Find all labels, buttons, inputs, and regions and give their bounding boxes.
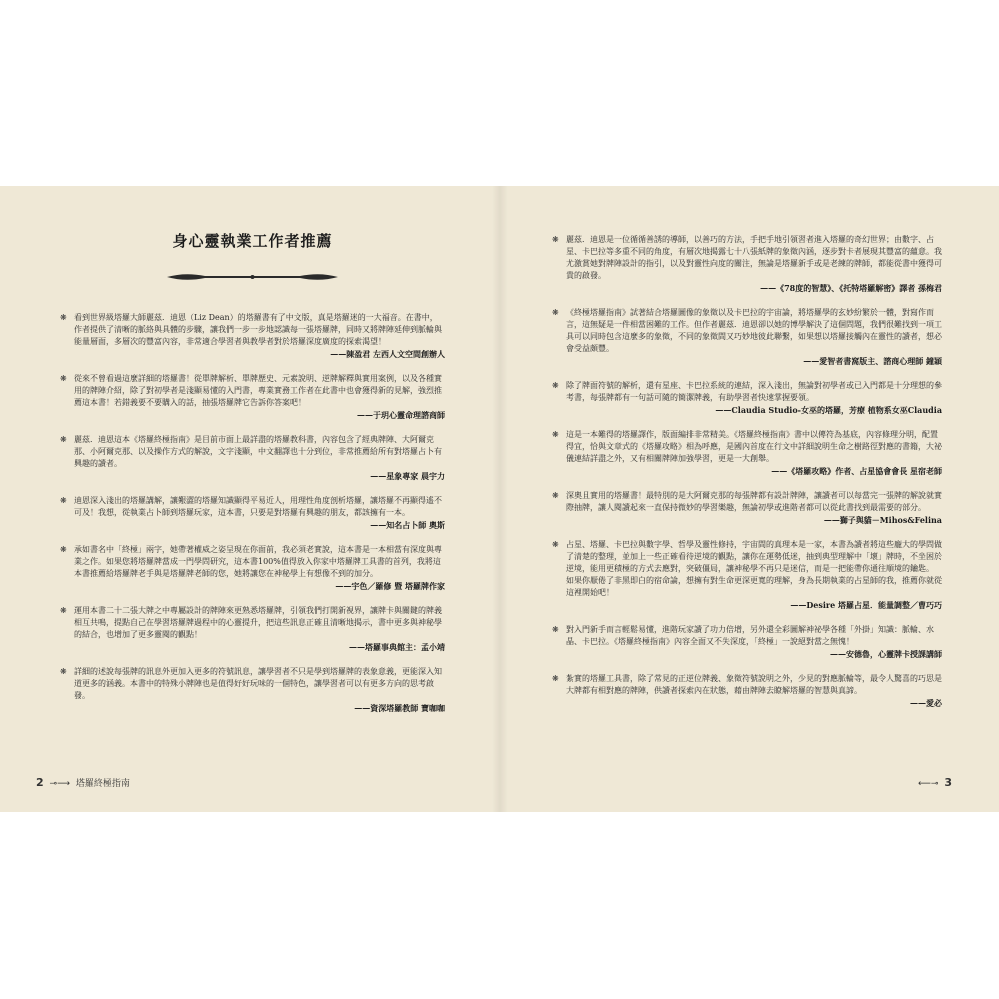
page-heading: 身心靈執業工作者推薦 xyxy=(172,232,333,250)
entry-signature: ——愛必 xyxy=(910,698,942,708)
right-footer xyxy=(915,776,952,789)
entry-text: 麗茲．迪恩是一位循循善誘的導師，以善巧的方法，手把手地引領習者進入塔羅的奇幻世界；由數字、占星、卡巴拉等多重不同的角度，有層次地揭露七十八張紙牌的象徵內涵，逐步對卡者展現其豐富的蘊意。我尤激賞她對牌陣設計的指引，以及對靈性向度的關注，無論是塔羅新手或是老練的牌師，都能從書中獲得可貴的啟發。 xyxy=(566,235,942,280)
page-number: 3 xyxy=(944,776,952,789)
bullet-icon: ❋ xyxy=(60,435,67,444)
entry-signature: ——資深塔羅教師 寶咖咖 xyxy=(354,703,445,713)
bullet-icon: ❋ xyxy=(60,667,67,676)
book-spread xyxy=(0,186,999,812)
entry-signature: ——于玥心靈命理諮商師 xyxy=(357,410,445,420)
recommendation-entry xyxy=(60,605,445,653)
arrow-icon: ⊸⟶ xyxy=(49,779,70,789)
bullet-icon: ❋ xyxy=(552,381,559,390)
bullet-icon: ❋ xyxy=(552,491,559,500)
entry-signature: ——愛智者書窩版主、諮商心理師 鐘穎 xyxy=(803,356,942,366)
recommendation-entry xyxy=(552,673,942,709)
entry-text: 看到世界級塔羅大師麗茲．迪恩（Liz Dean）的塔羅書有了中文版，真是塔羅迷的一大福音。在書中，作者提供了清晰的脈絡與具體的步驟，讓我們一步一步地認識每一張塔羅牌，同時又將牌陣延伸到脈輪與能量層面，多層次的豐富內容，非常適合學習者與教學者對於塔羅深度廣度的探索渴望！ xyxy=(74,313,442,346)
bullet-icon: ❋ xyxy=(60,545,67,554)
entry-text: 從來不曾看過這麼詳細的塔羅書！從單牌解析、單牌歷史、元素說明、逆牌解釋與實用案例，以及各種實用的牌陣介紹，除了對初學者是淺顯易懂的入門書，專業實務工作者在此書中也會獲得新的見解，強烈推薦這本書！若錯義要不要購入的話，抽張塔羅牌它告訴你答案吧！ xyxy=(74,374,442,407)
right-entries xyxy=(552,234,942,722)
entry-text: 對入門新手而言輕鬆易懂，進階玩家讀了功力倍增，另外還全彩圖解神祕學各種「外掛」知識：脈輪、水晶、卡巴拉。《塔羅終極指南》內容全面又不失深度，「終極」一說絕對當之無愧！ xyxy=(566,625,934,646)
entry-signature: ——《塔羅攻略》作者、占星協會會長 星宿老師 xyxy=(771,466,942,476)
recommendation-entry xyxy=(552,307,942,367)
bullet-icon: ❋ xyxy=(552,235,559,244)
bullet-icon: ❋ xyxy=(552,540,559,549)
bullet-icon: ❋ xyxy=(552,430,559,439)
recommendation-entry xyxy=(60,666,445,714)
book-gutter xyxy=(492,186,508,812)
left-entries xyxy=(60,312,445,727)
entry-signature: ——星象專家 晨宇力 xyxy=(370,471,445,481)
bullet-icon: ❋ xyxy=(60,313,67,322)
entry-signature: ——陳盈君 左西人文空間創辦人 xyxy=(330,349,445,359)
entry-signature: ——知名占卜師 奧斯 xyxy=(370,520,445,530)
recommendation-entry xyxy=(60,434,445,482)
entry-signature: ——《78度的智慧》、《托特塔羅解密》譯者 孫梅君 xyxy=(760,283,942,293)
bullet-icon: ❋ xyxy=(60,606,67,615)
bullet-icon: ❋ xyxy=(552,674,559,683)
recommendation-entry xyxy=(552,539,942,611)
running-title: 塔羅終極指南 xyxy=(75,779,130,789)
recommendation-entry xyxy=(60,373,445,421)
entry-signature: ——Claudia Studio-女巫的塔羅，芳療 植物系女巫Claudia xyxy=(715,405,942,415)
recommendation-entry xyxy=(60,495,445,531)
right-page xyxy=(552,186,952,812)
entry-text: 占星、塔羅、卡巴拉與數字學、哲學及靈性修持，宇宙間的真理本是一家，本書為讀者將這些龐大的學問做了清楚的整理，並加上一些正確看待逆境的觀點，讓你在運勢低迷，抽到典型理解中「壞」牌時，不坐困於逆境，能用更積極的方式去應對，突破僵局，讓神秘學不再只是迷信，而是一把能帶你通往順境的鑰匙。 如果你厭倦了非黑即白的宿命論，想擁有對生命更深更寬的理解，身為長期執業的占星師的我，推薦你就從這裡開始吧！ xyxy=(566,540,942,597)
bullet-icon: ❋ xyxy=(60,496,67,505)
recommendation-entry xyxy=(552,380,942,416)
recommendation-entry xyxy=(552,234,942,294)
entry-text: 除了牌面符號的解析，還有星座、卡巴拉系統的連結，深入淺出，無論對初學者或已入門都是十分理想的參考書，每張牌都有一句話可隨的簡潔牌義，有助學習者快速掌握要領。 xyxy=(566,381,942,402)
recommendation-entry xyxy=(60,312,445,360)
entry-text: 迪恩深入淺出的塔羅講解，讓艱澀的塔羅知識顯得平易近人，用理性角度剖析塔羅，讓塔羅不再顯得遙不可及！我想，從執業占卜師到塔羅玩家，這本書，只要是對塔羅有興趣的朋友，都該擁有一本。 xyxy=(74,496,442,517)
entry-signature: ——安德魯，心靈牌卡授課講師 xyxy=(830,649,942,659)
entry-signature: ——Desire 塔羅占星．能量調整／曹巧巧 xyxy=(790,600,942,610)
entry-signature: ——獅子與貓－Mihos&Felina xyxy=(823,515,942,525)
bullet-icon: ❋ xyxy=(552,308,559,317)
recommendation-entry xyxy=(552,624,942,660)
bullet-icon: ❋ xyxy=(552,625,559,634)
recommendation-entry xyxy=(552,490,942,526)
recommendation-entry xyxy=(552,429,942,477)
bullet-icon: ❋ xyxy=(60,374,67,383)
entry-text: 深奧且實用的塔羅書！最特別的是大阿爾克那的每張牌都有設計牌陣，讓讀者可以每當完一張牌的解說就實際抽牌，讓人閱讀起來一直保持微妙的學習樂趣，無論初學或進階者都可以從此書找到最需要的部分。 xyxy=(566,491,942,512)
entry-signature: ——宇色／羅修 暨 塔羅牌作家 xyxy=(335,581,445,591)
recommendation-entry xyxy=(60,544,445,592)
page-number: 2 xyxy=(36,776,44,789)
entry-text: 運用本書二十二張大牌之中專屬設計的牌陣來更熟悉塔羅牌，引領我們打開新視界，讓牌卡與關鍵的牌義相互共鳴，提點自己在學習塔羅牌過程中的心靈提升，把這些訊息正確且清晰地揭示，書中更多與神秘學的結合，也增加了更多靈閱的觀點！ xyxy=(74,606,442,639)
left-page xyxy=(36,186,445,812)
entry-text: 詳細的述說每張牌的訊息外更加入更多的符號訊息，讓學習者不只是學到塔羅牌的表象意義，更能深入知道更多的涵義。本書中的特殊小牌陣也是值得好好玩味的一個特色，讓學習者可以有更多方向的思考啟發。 xyxy=(74,667,442,700)
entry-text: 麗茲．迪恩這本《塔羅終極指南》是目前市面上最詳盡的塔羅教科書，內容包含了經典牌陣、大阿爾克那、小阿爾克那、以及操作方式的解說，文字淺顯，中文翻譯也十分到位，非常推薦給所有對塔羅占卜有興趣的讀者。 xyxy=(74,435,442,468)
entry-text: 承如書名中「終極」兩字，她帶著權威之姿呈現在你面前，我必須老實說，這本書是一本相當有深度與專業之作。如果您將塔羅牌當成一門學問研究，這本書100%值得放入你家中塔羅牌工具書的首列，我將這本書推薦給塔羅牌老手與是塔羅牌老師的您，她將讓您在神秘學上有想像不到的加分。 xyxy=(74,545,442,578)
left-footer xyxy=(36,776,130,789)
arrow-icon: ⟵⊸ xyxy=(918,779,939,789)
entry-text: 這是一本難得的塔羅譯作，版面編排非常精美。《塔羅終極指南》書中以傳符為基底，內容條理分明，配置得宜，恰與文章式的《塔羅攻略》相為呼應，是國內首度在行文中詳細說明生命之樹路徑對應的書籍，大祕儀連結詳盡之外，又有相關牌陣加強學習，更是一大創舉。 xyxy=(566,430,942,463)
entry-text: 紮實的塔羅工具書，除了常見的正逆位牌義、象徵符號說明之外，少見的對應脈輪等，最令人驚喜的巧思是大牌都有相對應的牌陣，供讀者探索內在狀態，藉由牌陣去瞭解塔羅的智慧與真諦。 xyxy=(566,674,942,695)
entry-signature: ——塔羅事典館主：孟小靖 xyxy=(349,642,445,652)
ornament-divider xyxy=(165,270,340,284)
entry-text: 《終極塔羅指南》試著結合塔羅圖像的象徵以及卡巴拉的宇宙論，將塔羅學的玄妙紛繁於一體，對寫作而言，這無疑是一件相當困難的工作。但作者麗茲．迪恩卻以她的博學解決了這個問題，我們很難找到一項工具可以同時包含這麼多的象徵，不同的象徵間又巧妙地彼此聯繫，如果想以塔羅接觸內在靈性的讀者，想必會受益頗豐。 xyxy=(566,308,942,353)
